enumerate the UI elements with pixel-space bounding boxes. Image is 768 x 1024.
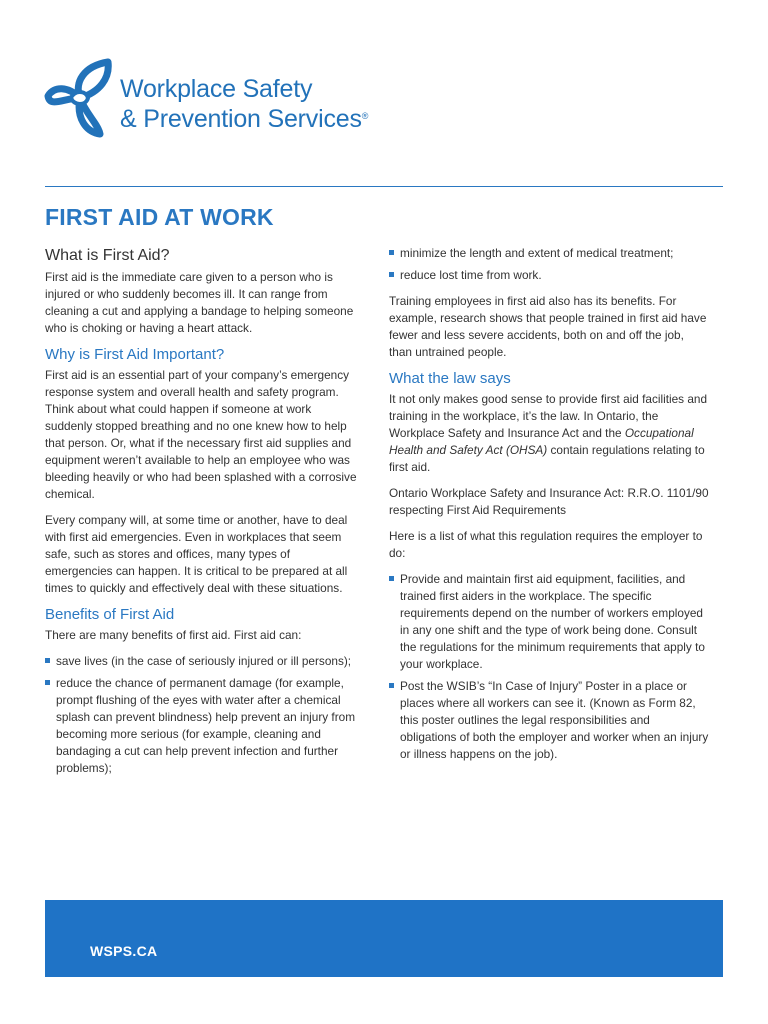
footer-banner: [45, 900, 723, 977]
list-item: reduce the chance of permanent damage (for example, prompt flushing of the eyes with water after a chemical splash can prevent blindness) help prevent an injury from becoming more serious (for example, cleaning and bandaging a cut can help prevent infection and further problems);: [45, 675, 357, 777]
law-text-b: contain regulations relating to first aid.: [389, 443, 705, 474]
left-column: [45, 245, 357, 786]
paragraph-act-reference: Ontario Workplace Safety and Insurance Act: R.R.O. 1101/90 respecting First Aid Requirements: [389, 486, 709, 517]
requirements-list: [389, 571, 709, 763]
right-column: [389, 245, 709, 772]
registered-mark: ®: [361, 111, 369, 121]
paragraph-why-important-2: Every company will, at some time or another, have to deal with first aid emergencies. Even in workplaces that seem safe, such as stores and offices, many types of emergencies can happen. It is critical to be prepared at all times to quickly and effectively deal with these situations.: [45, 513, 348, 595]
org-logo: [44, 58, 384, 138]
ohsa-act-name: Occupational Health and Safety Act (OHSA): [389, 426, 694, 457]
org-name-line1: Workplace Safety: [120, 75, 313, 103]
header-divider: [45, 186, 723, 187]
list-item: Post the WSIB’s “In Case of Injury” Poster in a place or places where all workers can see it. (Known as Form 82, this poster outlines the legal responsibilities and obligations of both the employer and worker when an injury or illness happens on the job).: [389, 678, 709, 763]
heading-what-is-first-aid: What is First Aid?: [45, 247, 170, 264]
list-item: Provide and maintain first aid equipment, facilities, and trained first aiders in the workplace. The specific requirements depend on the number of workers employed in any one shift and the type of work being done. Consult the regulations for the minimum requirements that apply to your workplace.: [389, 571, 709, 673]
paragraph-list-intro: Here is a list of what this regulation requires the employer to do:: [389, 529, 703, 560]
paragraph-why-important-1: First aid is an essential part of your company’s emergency response system and overall health and safety program. Think about what could happen if someone at work suddenly stopped breathing and no one knew how to help that person. Or, what if the necessary first aid supplies and equipment weren’t available to help an employee who was bleeding heavily or who had been splashed with a corrosive chemical.: [45, 368, 357, 501]
heading-law: What the law says: [389, 370, 511, 387]
paragraph-what-is-first-aid: First aid is the immediate care given to a person who is injured or who suddenly becomes ill. It can range from cleaning a cut and applying a bandage to helping someone who is choking or having a heart attack.: [45, 270, 354, 335]
list-item: save lives (in the case of seriously injured or ill persons);: [45, 653, 357, 670]
list-item: minimize the length and extent of medical treatment;: [389, 245, 709, 262]
org-name-line2-text: & Prevention Services: [120, 105, 362, 133]
paragraph-benefits-intro: There are many benefits of first aid. First aid can:: [45, 628, 302, 642]
list-item: reduce lost time from work.: [389, 267, 709, 284]
paragraph-law: [389, 391, 709, 476]
trillium-logo-icon: [44, 58, 116, 138]
law-text-a: It not only makes good sense to provide first aid facilities and training in the workplace, it’s the law. In Ontario, the Workplace Safety and Insurance Act and the: [389, 392, 708, 440]
heading-benefits: Benefits of First Aid: [45, 606, 175, 623]
org-name-line2: [120, 105, 368, 134]
document-title: FIRST AID AT WORK: [45, 204, 274, 230]
website-link[interactable]: WSPS.CA: [90, 943, 158, 959]
paragraph-training: Training employees in first aid also has its benefits. For example, research shows that people trained in first aid have fewer and less severe accidents, both on and off the job, than untrained people.: [389, 294, 707, 359]
benefits-list-continued: [389, 245, 709, 284]
heading-why-important: Why is First Aid Important?: [45, 346, 225, 363]
benefits-list: [45, 653, 357, 777]
